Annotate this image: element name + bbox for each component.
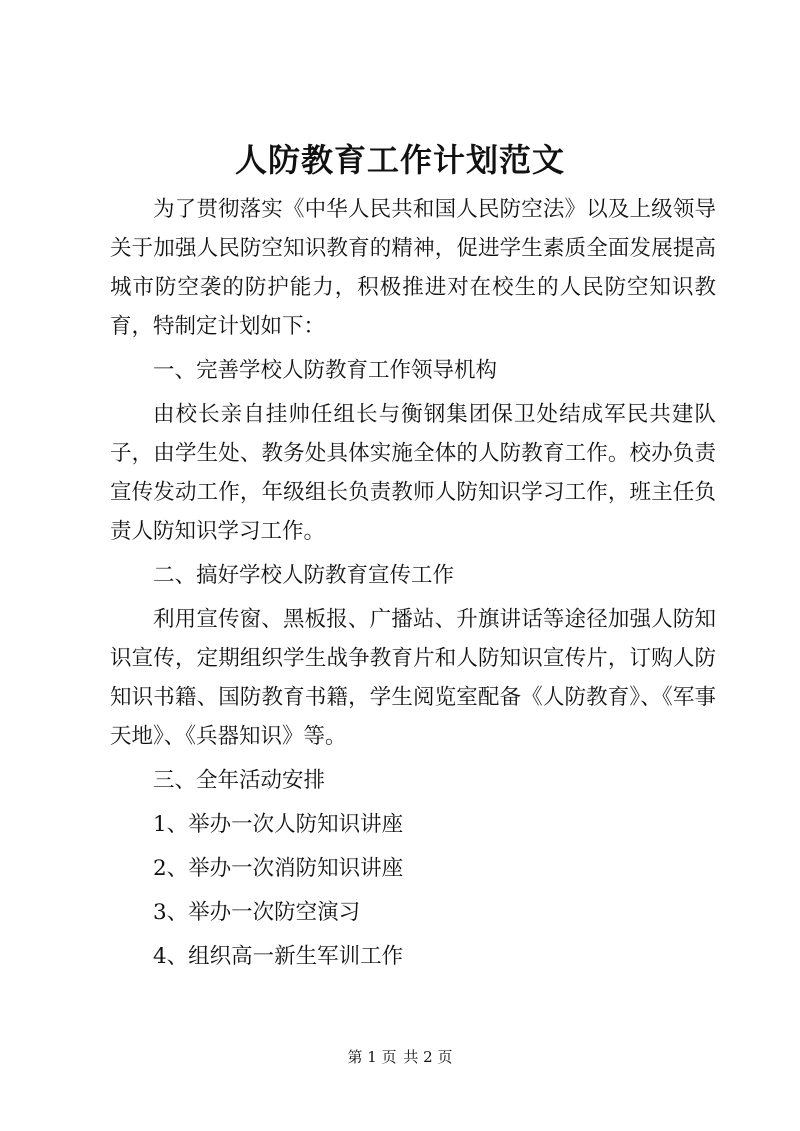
page-total: 共 2 页 <box>403 1048 453 1066</box>
document-body <box>110 190 716 976</box>
section-2-paragraph: 利用宣传窗、黑板报、广播站、升旗讲话等途径加强人防知识宣传，定期组织学生战争教育片和人防知识宣传片，订购人防知识书籍、国防教育书籍，学生阅览室配备《人防教育》、《军事天地》、《兵器知识》等。 <box>110 607 716 749</box>
activity-item-3: 3、举办一次防空演习 <box>153 900 361 925</box>
activity-item-1: 1、举办一次人防知识讲座 <box>153 812 404 837</box>
section-3-heading: 三、全年活动安排 <box>153 768 326 793</box>
section-1-paragraph: 由校长亲自挂帅任组长与衡钢集团保卫处结成军民共建队子，由学生处、教务处具体实施全体的人防教育工作。校办负责宣传发动工作，年级组长负责教师人防知识学习工作，班主任负责人防知识学习工作。 <box>110 402 716 544</box>
intro-paragraph: 为了贯彻落实《中华人民共和国人民防空法》以及上级领导关于加强人民防空知识教育的精神，促进学生素质全面发展提高城市防空袭的防护能力，积极推进对在校生的人民防空知识教育，特制定计划如下： <box>110 197 716 339</box>
page-footer <box>0 1046 800 1067</box>
activity-item-2: 2、举办一次消防知识讲座 <box>153 856 404 881</box>
page-number: 第 1 页 <box>347 1048 397 1066</box>
section-1-heading: 一、完善学校人防教育工作领导机构 <box>153 358 498 383</box>
activity-item-4: 4、组织高一新生军训工作 <box>153 944 404 969</box>
section-2-heading: 二、搞好学校人防教育宣传工作 <box>153 563 455 588</box>
document-title: 人防教育工作计划范文 <box>234 141 565 179</box>
